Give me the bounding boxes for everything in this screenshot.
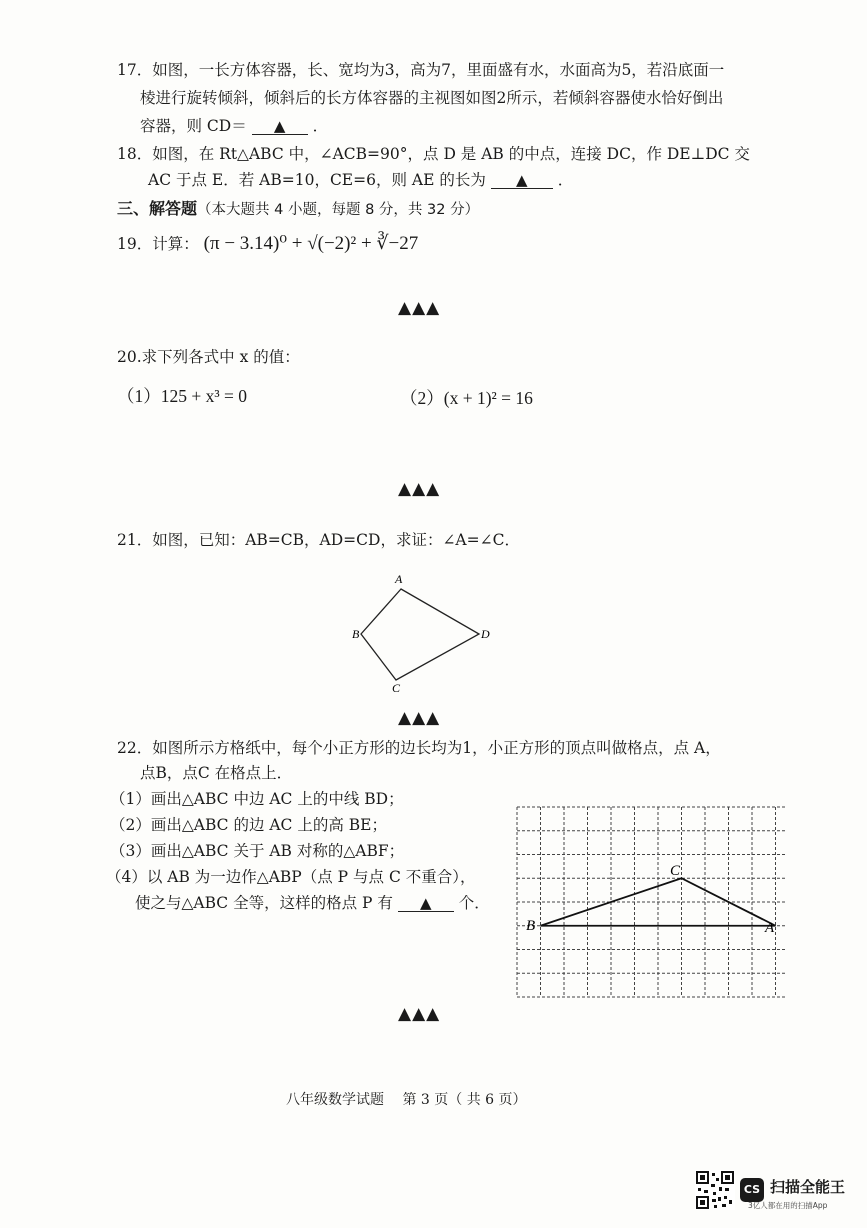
q22-label-a: A [765, 920, 775, 936]
q17-line-2: 棱进行旋转倾斜，倾斜后的长方体容器的主视图如图2所示，若倾斜容器使水恰好倒出 [140, 89, 724, 107]
q18-line-2 [148, 170, 573, 190]
scanner-logo-icon [740, 1178, 764, 1202]
q21-label-d: D [481, 627, 490, 641]
q21-label-a: A [395, 572, 403, 586]
q20-answer-area[interactable]: ▲▲▲ [398, 479, 441, 499]
qr-code-icon [695, 1170, 735, 1210]
section-3-heading [117, 199, 479, 220]
q19-expression: (π − 3.14)⁰ + √(−2)² + ∛−27 [203, 233, 419, 254]
q22-label-c: C [670, 863, 681, 879]
q17-line-3-end: ． [312, 117, 329, 135]
q22-grid-figure [510, 800, 800, 1005]
q20-part-1: （1）125 + x³ = 0 [117, 386, 247, 406]
q21-label-c: C [392, 681, 401, 695]
q17-line-1: 17．如图，一长方体容器，长、宽均为3，高为7，里面盛有水，水面高为5，若沿底面一 [117, 61, 725, 79]
q22-label-b: B [526, 918, 536, 934]
q20-stem: 20.求下列各式中 x 的值： [117, 348, 300, 366]
q21-quadrilateral-figure [340, 568, 500, 698]
q18-line-1: 18．如图，在 Rt△ABC 中，∠ACB=90°，点 D 是 AB 的中点，连接 DC，作 DE⊥DC 交 [117, 145, 750, 163]
q22-part-3: （3）画出△ABC 关于 AB 对称的△ABF； [110, 842, 405, 860]
q19-line [117, 234, 418, 254]
q22-part-4-line-1: （4）以 AB 为一边作△ABP（点 P 与点 C 不重合）， [106, 868, 476, 886]
q21-answer-area[interactable]: ▲▲▲ [398, 708, 441, 728]
q22-part-4-text: 使之与△ABC 全等，这样的格点 P 有 [135, 894, 393, 912]
q22-stem-line-1: 22．如图所示方格纸中，每个小正方形的边长均为1，小正方形的顶点叫做格点，点 A， [117, 739, 721, 757]
q18-line-2-end: ． [557, 171, 574, 189]
q21-quadrilateral-shape [361, 589, 479, 680]
page-footer: 八年级数学试题 第 3 页（ 共 6 页） [286, 1092, 527, 1108]
answer-triangle-icon: ▲ [273, 117, 286, 135]
scanner-logo-mark: CS [743, 1183, 761, 1196]
q19-label: 19．计算： [117, 235, 199, 253]
q17-line-3-text: 容器，则 CD＝ [140, 117, 247, 135]
answer-triangle-icon: ▲ [516, 171, 528, 189]
q22-part-4-end: 个． [458, 894, 490, 912]
answer-triangle-icon: ▲ [420, 894, 432, 912]
q18-answer-blank[interactable] [491, 172, 553, 189]
q22-grid-lines [517, 807, 787, 997]
q22-part-1: （1）画出△ABC 中边 AC 上的中线 BD； [110, 790, 404, 808]
q19-answer-area[interactable]: ▲▲▲ [398, 298, 441, 318]
scanner-app-tagline: 3亿人都在用的扫描App [748, 1201, 828, 1210]
q22-answer-area[interactable]: ▲▲▲ [398, 1004, 441, 1024]
q17-answer-blank[interactable] [252, 118, 308, 135]
q22-part-4-line-2 [135, 893, 490, 913]
q21-label-b: B [352, 627, 360, 641]
q22-part-2: （2）画出△ABC 的边 AC 上的高 BE； [110, 816, 387, 834]
q17-line-3 [140, 116, 328, 136]
q22-stem-line-2: 点B，点C 在格点上． [140, 764, 293, 782]
q20-part-2: （2）(x + 1)² = 16 [400, 388, 533, 408]
q22-answer-blank[interactable] [398, 895, 454, 912]
section-3-title: 三、解答题 [117, 199, 198, 218]
scanner-app-name: 扫描全能王 [770, 1178, 846, 1196]
q21-stem: 21．如图，已知：AB=CB，AD=CD，求证：∠A=∠C． [117, 531, 520, 549]
q18-line-2-text: AC 于点 E．若 AB=10，CE=6，则 AE 的长为 [148, 171, 486, 189]
section-3-note: （本大题共 4 小题，每题 8 分，共 32 分） [197, 202, 480, 218]
